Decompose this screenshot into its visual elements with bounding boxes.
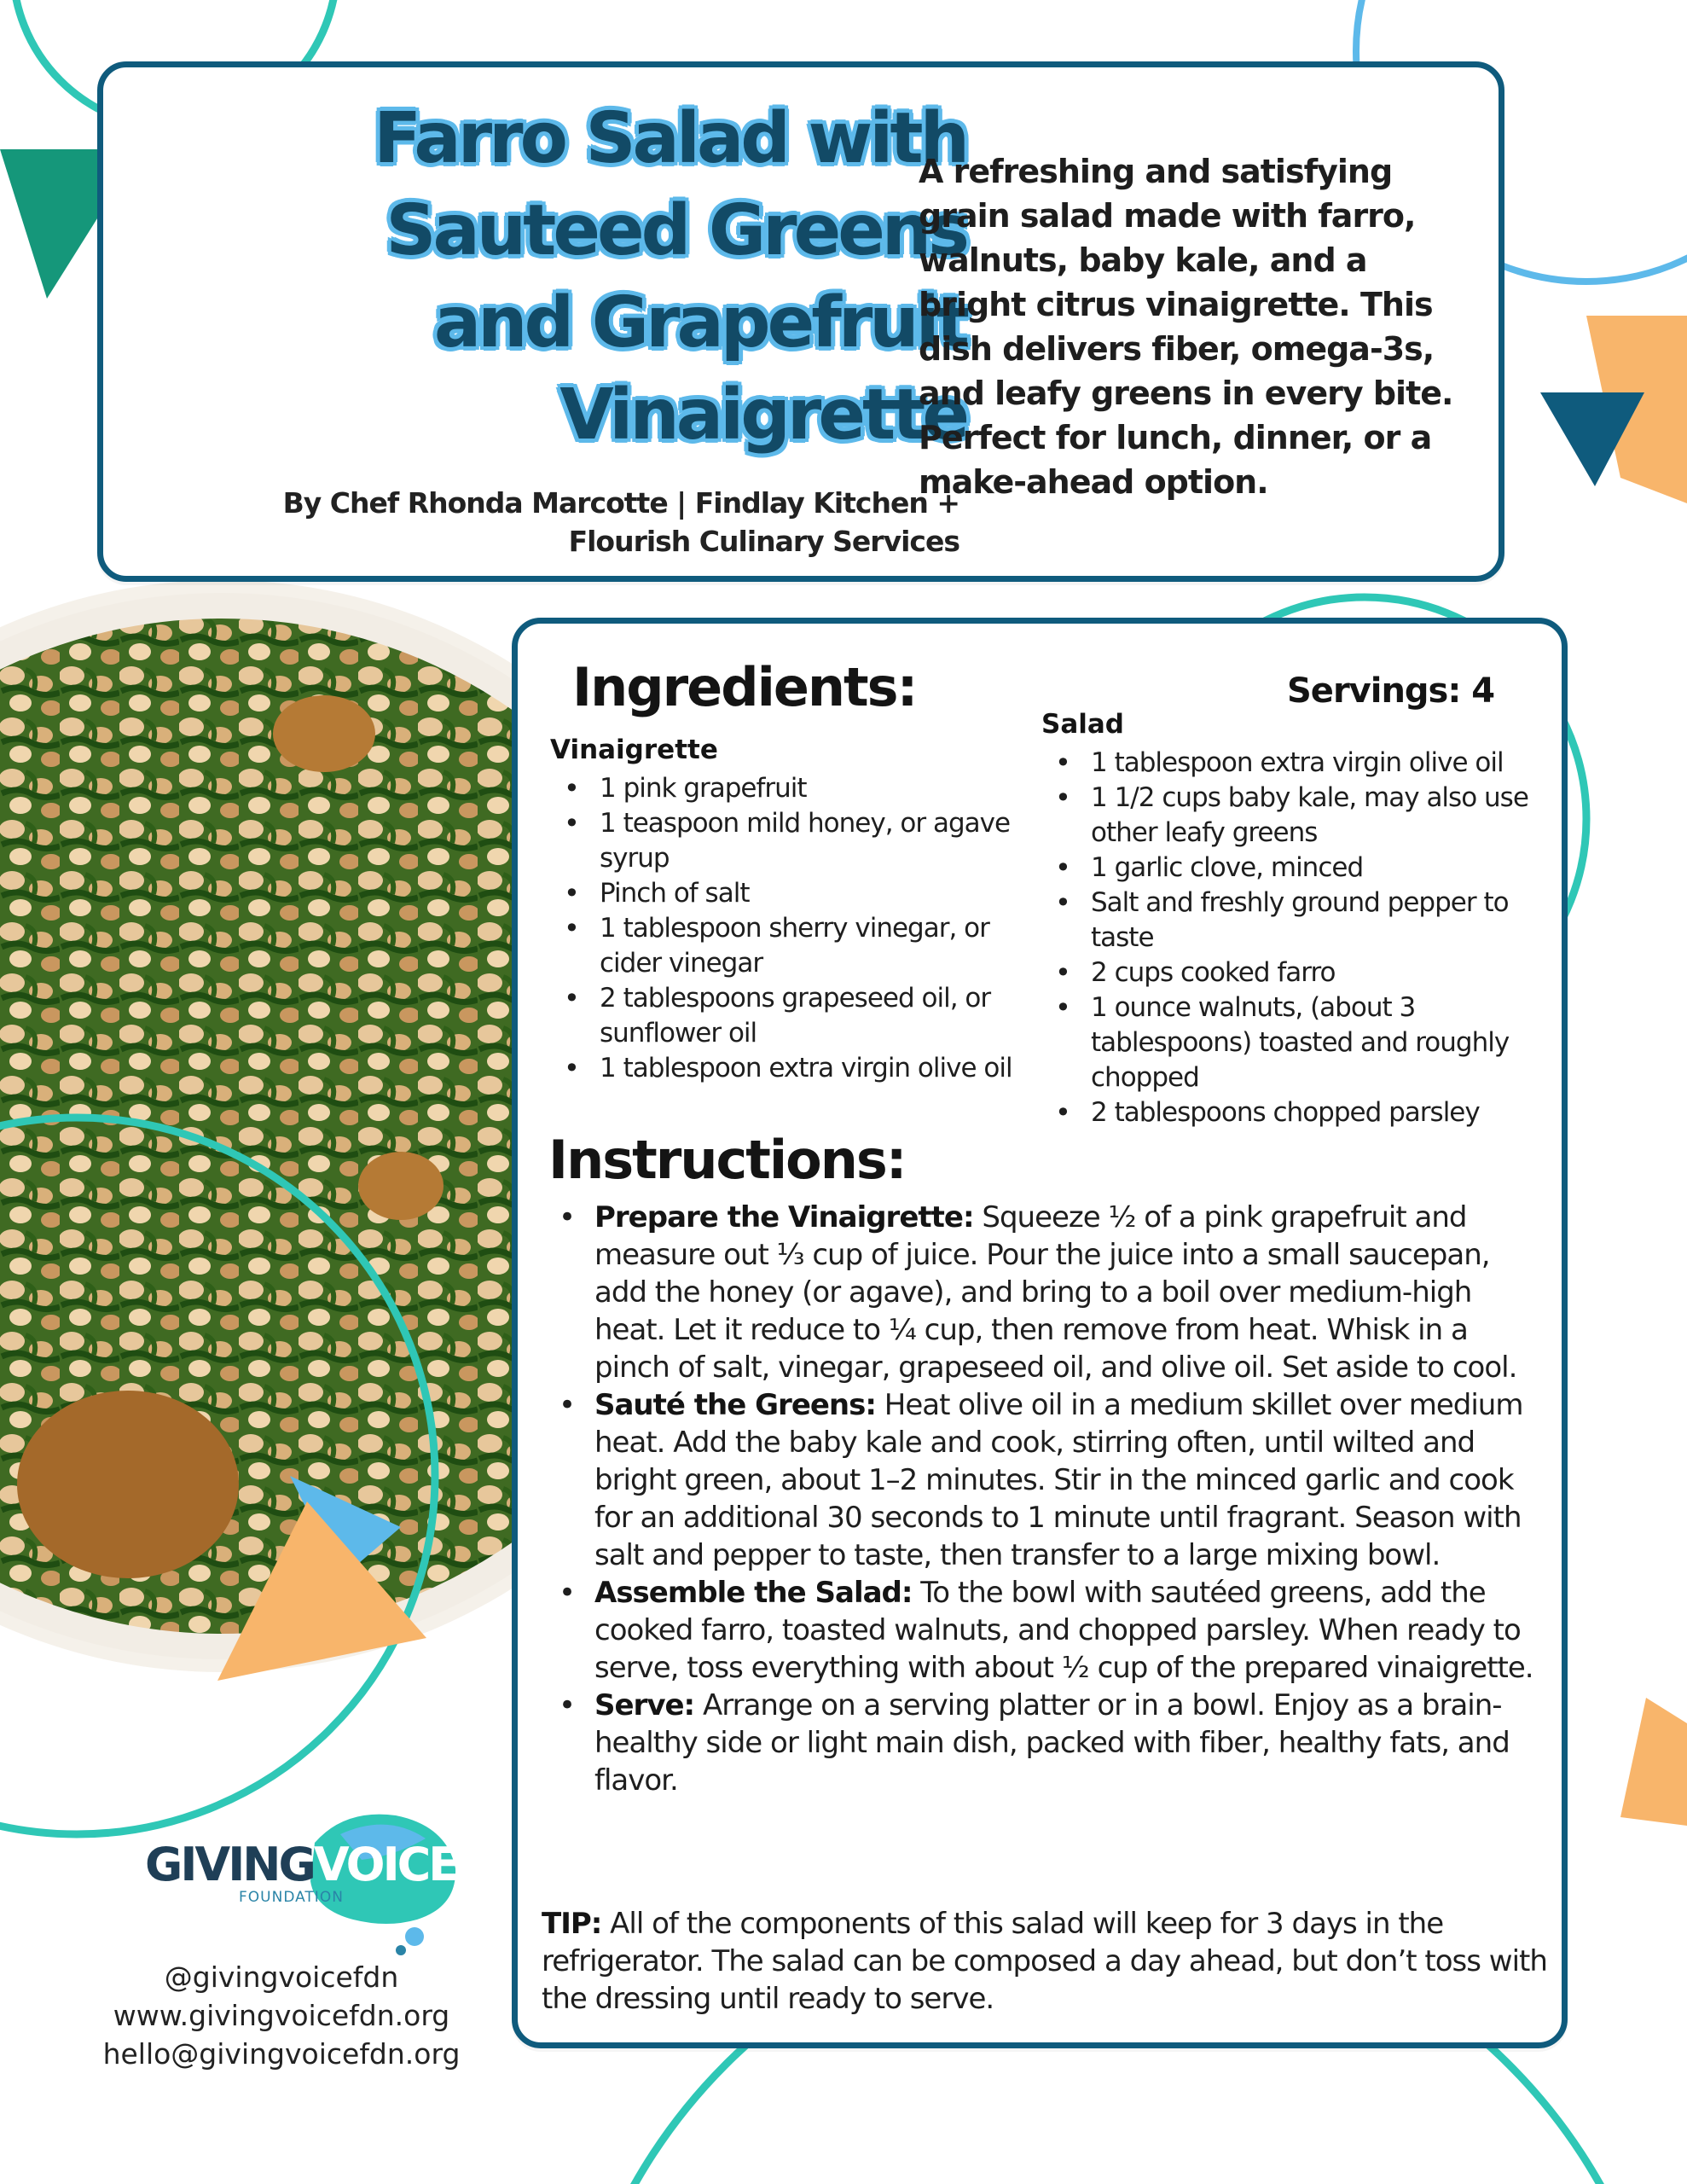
title-line: Sauteed Greens	[386, 190, 966, 271]
author-line: By Chef Rhonda Marcotte | Findlay Kitchen +	[282, 486, 959, 520]
list-item: • Pinch of salt	[550, 876, 1024, 911]
header-card	[97, 61, 1504, 582]
recipe-title	[129, 93, 966, 462]
step-label: Serve:	[594, 1688, 695, 1722]
instruction-step	[552, 1386, 1541, 1574]
step-text: To the bowl with sautéed greens, add the cooked farro, toasted walnuts, and chopped parsley. When ready to serve, toss everything with about ½ cup of the prepared vinaigrette.	[594, 1576, 1533, 1685]
description-line: bright citrus vinaigrette. This	[919, 286, 1433, 323]
logo-voice: VOICE	[313, 1838, 458, 1891]
description-line: make-ahead option.	[919, 463, 1268, 501]
logo-foundation: FOUNDATION	[239, 1889, 344, 1906]
list-item: • 1 tablespoon extra virgin olive oil	[550, 1051, 1024, 1086]
triangle-orange-bottom-right	[1620, 1698, 1687, 1826]
instruction-step	[552, 1199, 1541, 1386]
list-item: • 1 pink grapefruit	[550, 771, 1024, 806]
list-item: • 1 garlic clove, minced	[1041, 851, 1529, 886]
salad-heading: Salad	[1041, 709, 1124, 740]
title-line: and Grapefruit	[433, 282, 966, 363]
description-line: Perfect for lunch, dinner, or a	[919, 419, 1432, 456]
instructions-heading: Instructions:	[548, 1129, 906, 1191]
list-item: • 1 ounce walnuts, (about 3 tablespoons) toasted and roughly chopped	[1041, 990, 1529, 1095]
description-line: walnuts, baby kale, and a	[919, 241, 1367, 279]
description-line: A refreshing and satisfying	[919, 153, 1393, 190]
step-label: Assemble the Salad:	[594, 1576, 913, 1610]
instruction-step	[552, 1687, 1541, 1799]
tip-label: TIP:	[542, 1907, 602, 1941]
salad-list	[1041, 746, 1529, 1130]
description-line: and leafy greens in every bite.	[919, 375, 1453, 412]
vinaigrette-list	[550, 771, 1024, 1086]
author-credit	[129, 484, 959, 561]
description-line: grain salad made with farro,	[919, 197, 1416, 235]
email-link[interactable]: hello@givingvoicefdn.org	[102, 2037, 461, 2071]
description-line: dish delivers fiber, omega-3s,	[919, 330, 1435, 368]
logo-wordmark	[145, 1838, 457, 1891]
giving-voice-logo	[140, 1809, 481, 1962]
contact-info	[77, 1958, 486, 2073]
title-line: Vinaigrette	[559, 375, 966, 456]
step-label: Sauté the Greens:	[594, 1388, 876, 1422]
list-item: • 1 tablespoon extra virgin olive oil	[1041, 746, 1529, 781]
title-line: Farro Salad with	[374, 98, 966, 179]
recipe-card	[512, 618, 1568, 2048]
website-link[interactable]: www.givingvoicefdn.org	[113, 1999, 450, 2032]
tip-text: All of the components of this salad will keep for 3 days in the refrigerator. The salad can be composed a day ahead, but don’t toss with the dressing until ready to serve.	[542, 1907, 1547, 2016]
list-item: • 1 1/2 cups baby kale, may also use other leafy greens	[1041, 781, 1529, 851]
step-text: Arrange on a serving platter or in a bowl. Enjoy as a brain-healthy side or light main dish, packed with fiber, healthy fats, and flavor.	[594, 1688, 1510, 1798]
ingredients-heading: Ingredients:	[572, 656, 917, 718]
list-item: • 1 tablespoon sherry vinegar, or cider vinegar	[550, 911, 1024, 981]
recipe-description	[919, 149, 1453, 504]
social-handle: @givingvoicefdn	[164, 1960, 399, 1994]
servings-count: Servings: 4	[1287, 671, 1495, 711]
instruction-step	[552, 1574, 1541, 1687]
list-item: • Salt and freshly ground pepper to taste	[1041, 886, 1529, 956]
step-label: Prepare the Vinaigrette:	[594, 1200, 974, 1234]
logo-giving: GIVING	[145, 1838, 314, 1891]
author-line: Flourish Culinary Services	[568, 525, 959, 558]
tip-note	[542, 1905, 1548, 2018]
list-item: • 2 tablespoons chopped parsley	[1041, 1095, 1529, 1130]
list-item: • 1 teaspoon mild honey, or agave syrup	[550, 806, 1024, 876]
step-text: Heat olive oil in a medium skillet over medium heat. Add the baby kale and cook, stirring often, until wilted and bright green, about 1–2 minutes. Stir in the minced garlic and cook for an additional 30 seconds to 1 minute until fragrant. Season with salt and pepper to taste, then transfer to a large mixing bowl.	[594, 1388, 1523, 1572]
instructions-list	[552, 1199, 1541, 1799]
vinaigrette-heading: Vinaigrette	[550, 735, 718, 765]
list-item: • 2 tablespoons grapeseed oil, or sunflower oil	[550, 981, 1024, 1051]
list-item: • 2 cups cooked farro	[1041, 956, 1529, 990]
step-text: Squeeze ½ of a pink grapefruit and measure out ⅓ cup of juice. Pour the juice into a small saucepan, add the honey (or agave), and bring to a boil over medium-high heat. Let it reduce to ¼ cup, then remove from heat. Whisk in a pinch of salt, vinegar, grapeseed oil, and olive oil. Set aside to cool.	[594, 1200, 1517, 1385]
